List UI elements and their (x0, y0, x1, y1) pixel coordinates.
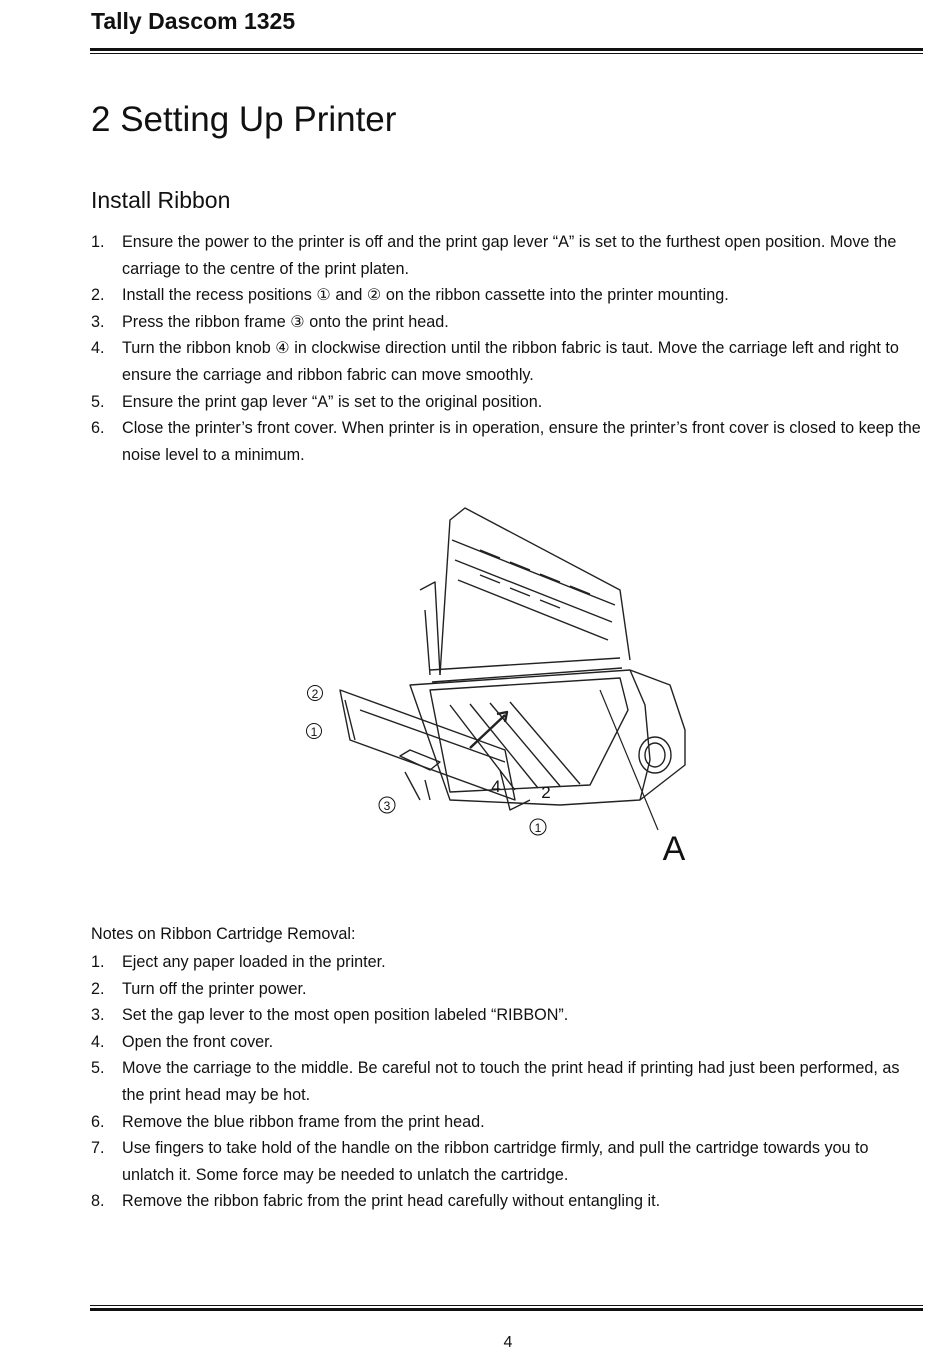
list-item (91, 309, 924, 336)
step-number: 5. (91, 1059, 105, 1078)
removal-steps-list (91, 949, 924, 1215)
list-item (91, 335, 924, 388)
step-number: 7. (91, 1139, 105, 1158)
step-number: 4. (91, 1032, 105, 1051)
list-item (91, 1055, 924, 1108)
footer-rule (90, 1305, 923, 1311)
chapter-title: 2 Setting Up Printer (91, 100, 397, 139)
step-text: Use fingers to take hold of the handle on the ribbon cartridge firmly, and pull the cartridge towards you to unlatch it. Some force may be needed to unlatch the cartridge. (122, 1139, 869, 1184)
step-number: 1. (91, 953, 105, 971)
list-item (91, 1135, 924, 1188)
list-item (91, 949, 924, 976)
step-text: Turn the ribbon knob ④ in clockwise direction until the ribbon fabric is taut. Move the carriage left and right to ensure the carriage and ribbon fabric can move smoothly. (122, 339, 899, 384)
callout-1-left: 1 (310, 725, 318, 739)
list-item (91, 1002, 924, 1029)
step-number: 5. (91, 392, 105, 411)
step-text: Set the gap lever to the most open position labeled “RIBBON”. (122, 1006, 569, 1025)
header-rule (90, 48, 923, 54)
step-text: Close the printer’s front cover. When printer is in operation, ensure the printer’s front cover is closed to keep the noise level to a minimum. (122, 419, 921, 464)
callout-1-right: 1 (534, 821, 542, 835)
step-text: Move the carriage to the middle. Be careful not to touch the print head if printing had just been performed, as the print head may be hot. (122, 1059, 900, 1104)
section-title: Install Ribbon (91, 187, 231, 213)
step-text: Press the ribbon frame ③ onto the print head. (122, 312, 449, 331)
step-number: 4. (91, 339, 105, 358)
step-number: 2. (91, 979, 105, 998)
step-text: Turn off the printer power. (122, 979, 307, 998)
step-number: 3. (91, 312, 105, 331)
header-title: Tally Dascom 1325 (91, 8, 296, 34)
callout-4: 4 (491, 777, 501, 796)
step-number: 6. (91, 419, 105, 438)
callout-2-left: 2 (311, 687, 319, 701)
step-text: Install the recess positions ① and ② on the ribbon cassette into the printer mounting. (122, 286, 729, 305)
callout-a: A (662, 830, 686, 868)
callout-3: 3 (383, 799, 391, 813)
step-number: 6. (91, 1112, 105, 1131)
page-number: 4 (503, 1334, 513, 1351)
step-text: Ensure the power to the printer is off and the print gap lever “A” is set to the furthest open position. Move the carriage to the centre of the print platen. (122, 233, 897, 278)
list-item (91, 976, 924, 1003)
list-item (91, 1029, 924, 1056)
callout-2-right: 2 (541, 783, 551, 802)
install-steps-list (91, 229, 924, 468)
step-text: Ensure the print gap lever “A” is set to the original position. (122, 392, 543, 411)
step-number: 2. (91, 286, 105, 305)
notes-title: Notes on Ribbon Cartridge Removal: (91, 925, 356, 943)
step-text: Remove the blue ribbon frame from the print head. (122, 1112, 485, 1131)
list-item (91, 1188, 924, 1215)
list-item (91, 415, 924, 468)
step-number: 3. (91, 1006, 105, 1025)
step-number: 8. (91, 1192, 105, 1211)
step-text: Eject any paper loaded in the printer. (122, 953, 386, 971)
list-item (91, 389, 924, 416)
list-item (91, 229, 924, 282)
step-text: Open the front cover. (122, 1032, 274, 1051)
printer-ribbon-illustration (300, 500, 700, 870)
step-text: Remove the ribbon fabric from the print head carefully without entangling it. (122, 1192, 661, 1211)
step-number: 1. (91, 233, 105, 251)
list-item (91, 282, 924, 309)
list-item (91, 1109, 924, 1136)
